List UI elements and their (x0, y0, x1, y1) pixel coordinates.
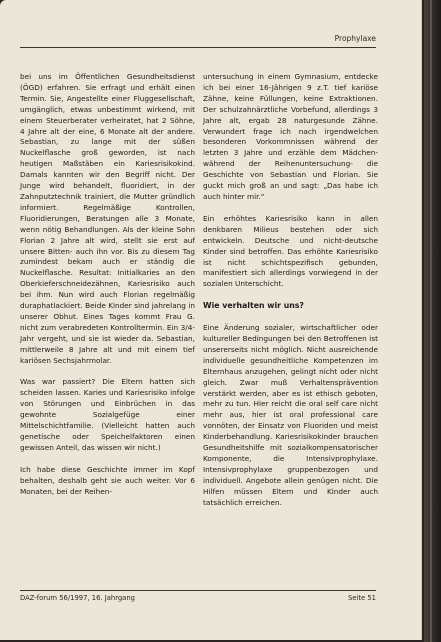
paragraph: Ein erhöhtes Kariesrisiko kann in allen denkbaren Milieus bestehen oder sich entwickeln. Deutsche und nicht-deutsche Kinder sind betroffen. Das erhöhte Kariesrisiko ist nicht schichtspezifisch gebunden, manifestiert sich allerdings vorwiegend in der sozialen Unterschicht. (203, 213, 378, 289)
section-title: Prophylaxe (334, 34, 376, 43)
paragraph: Ich habe diese Geschichte immer im Kopf behalten, deshalb geht sie auch weiter. Vor 6 Monaten, bei der Reihen- (20, 464, 195, 496)
journal-info: DAZ-forum 56/1997, 16. Jahrgang (20, 594, 135, 602)
paragraph: bei uns im Öffentlichen Gesundheitsdienst (ÖGD) erfahren. Sie erfragt und erhält einen Termin. Sie, Angestellte einer Fluggesellschaft, umgänglich, etwas unbestimmt wirkend, mit einem Steuerberater verheiratet, hat 2 Söhne, 4 Jahre alt der eine, 6 Monate alt der andere. Sebastian, zu lange mit der süßen Nuckelflasche groß geworden, ist nach heutigen Maßstäben ein Kariesrisikokind. Damals kannten wir den Begriff nicht. Der Junge wird behandelt, fluoridiert, in der Zahnputztechnik trainiert, die Mutter gründlich informiert. Regelmäßige Kontrollen, Fluoridierungen, Beratungen alle 3 Monate, wenn nötig Behandlungen. Als der kleine Sohn Florian 2 Jahre alt wird, stellt sie erst auf unsere Bitten- auch ihn vor. Bis zu diesem Tag zumindest bekam auch er ständig die Nuckelflasche. Resultat: Initialkaries an den Oberkieferschneidezähnen, Kariesrisiko auch bei ihm. Nun wird auch Florian regelmäßig duraphatlackiert. Beide Kinder sind jahrelang in unserer Obhut. Eines Tages kommt Frau G. nicht zum verabredeten Kontrolltermin. Ein 3/4- Jahr vergeht, und sie ist wieder da. Sebastian, mittlerweile 8 Jahre alt und mit einem tief kariösen Sechsjahrmolar. (20, 72, 195, 365)
section-heading: Wie verhalten wir uns? (203, 301, 304, 311)
paragraph: Was war passiert? Die Eltern hatten sich scheiden lassen. Karies und Kariesrisiko infolge von Störungen und Einbrüchen in das gewohnte Sozialgefüge einer Mittelschichtfamilie. (Vielleicht hatten auch genetische oder Speichelfaktoren einen gewissen Anteil, das wissen wir nicht.) (20, 377, 195, 452)
left-column (20, 72, 195, 509)
page-number: Seite 51 (347, 594, 376, 602)
paragraph: untersuchung in einem Gymnasium, entdecke ich bei einer 16-Jährigen 9 z.T. tief kariöse Zähne, keine Füllungen, keine Extraktionen. Der schulzahnärztliche Vorbefund, allerdings 3 Jahre alt, ergab 28 naturgesunde Zähne. Verwundert frage ich nach irgendwelchen besonderen Vorkommnissen während der letzten 3 Jahre und erzähle dem Mädchen- während der Reihenuntersuchung- die Geschichte von Sebastian und Florian. Sie guckt mich groß an und sagt: „Das habe ich auch hinter mir.“ (203, 72, 378, 201)
paragraph: Eine Änderung sozialer, wirtschaftlicher oder kultureller Bedingungen bei den Betroffenen ist unsererseits nicht möglich. Nicht ausreichende individuelle gesundheitliche Kompetenzen im Elternhaus anzugehen, gelingt nicht oder nicht gleich. Zwar muß Verhaltensprävention verstärkt werden, aber es ist ethisch geboten, mehr zu tun. Hier reicht die oral self care nicht mehr aus, hier ist oral professional care vonnöten, der Einsatz von Fluoriden und meist Kinderbehandlung. Kariesrisikokinder brauchen Gesundheitshilfe mit sozialkompensatorischer Komponente, die Intensivprophylaxe. Intensivprophylaxe gruppenbezogen und individuell. Angebote allein genügen nicht. Die Hilfen müssen Eltern und Kinder auch tatsächlich erreichen. (203, 323, 378, 507)
page-header (20, 36, 376, 48)
binding-edge (430, 0, 432, 642)
page-footer (20, 590, 376, 602)
right-column (203, 72, 378, 520)
page-edge-shadow (424, 0, 441, 642)
